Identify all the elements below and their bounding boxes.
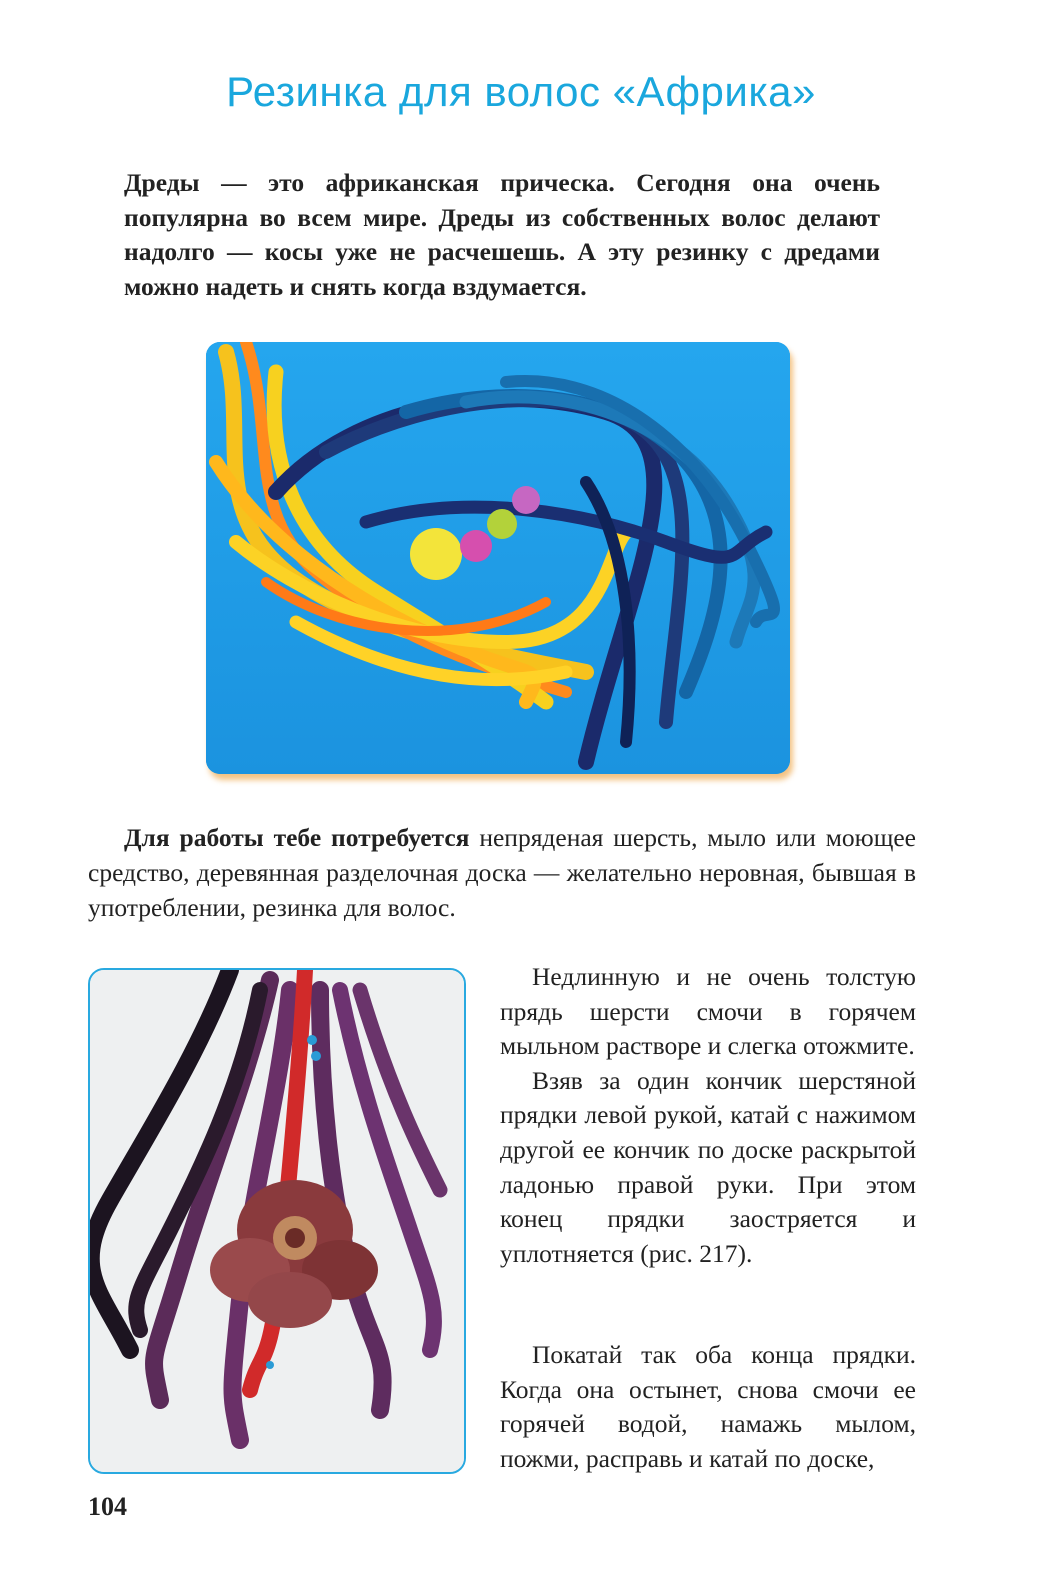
page-title: Резинка для волос «Африка» — [226, 68, 816, 115]
page-number: 104 — [88, 1492, 127, 1521]
materials-paragraph — [88, 820, 916, 925]
step-paragraph: Взяв за один кончик шерстяной прядки левой рукой, катай с нажимом другой ее кончик по доске раскрытой ладонью правой руки. При этом конец прядки заостряется и уплотняется (рис. 217). — [500, 1065, 916, 1268]
instructions-column-bottom — [500, 1338, 916, 1476]
step-paragraph: Покатай так оба конца прядки. Когда она остынет, снова смочи ее горячей водой, намажь мылом, пожми, расправь и катай по доске, — [500, 1340, 916, 1473]
step-paragraph: Недлинную и не очень толстую прядь шерсти смочи в горячем мыльном растворе и слегка отожмите. — [500, 962, 916, 1061]
materials-lead: Для работы тебе потребуется — [124, 823, 470, 852]
dreadlocks-photo — [206, 342, 790, 774]
instructions-column-top — [500, 960, 916, 1271]
lead-paragraph: Дреды — это африканская прическа. Сегодня она очень популярна во всем мире. Дреды из собственных волос делают надолго — косы уже не расчешешь. А эту резинку с дредами можно надеть и снять когда вздумается. — [124, 168, 880, 301]
dreadlocks-flower-photo — [88, 968, 466, 1474]
materials-list: непряденая шерсть, мыло или моющее средство, деревянная разделочная доска — желательно неровная, бывшая в употреблении, резинка для волос. — [88, 823, 917, 922]
